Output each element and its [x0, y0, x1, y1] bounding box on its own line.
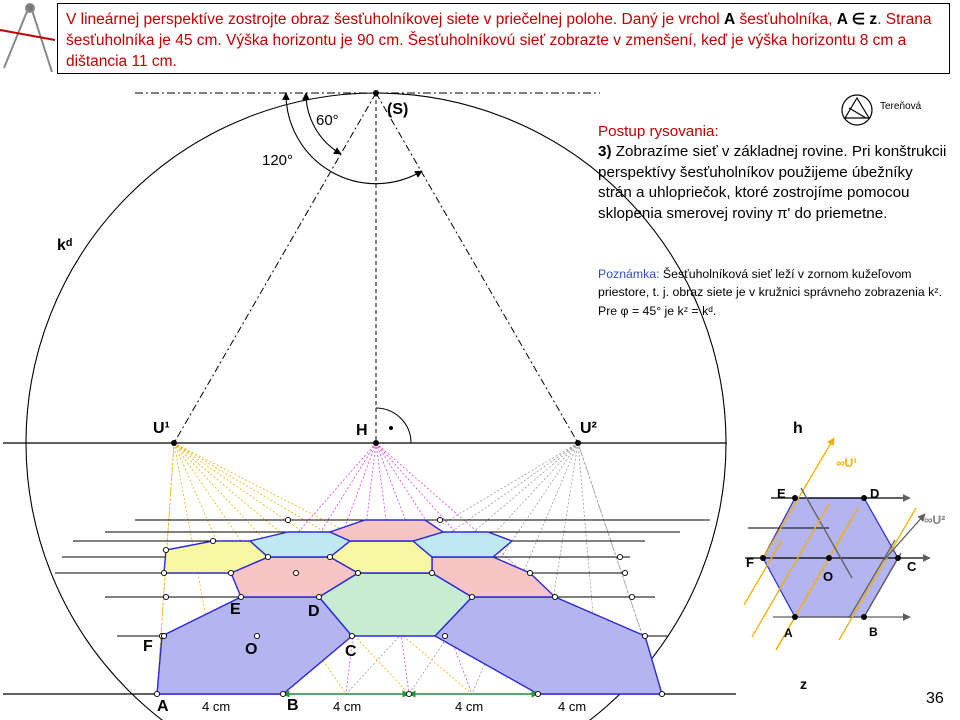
net-point-6	[254, 633, 259, 638]
author-logo	[842, 95, 872, 125]
author-name: Tereňová	[880, 101, 922, 112]
label-angle-120: 120°	[262, 152, 294, 169]
label-c: C	[345, 643, 357, 660]
note	[598, 265, 943, 320]
net-point-9	[642, 633, 647, 638]
small-label-d: D	[870, 486, 880, 501]
label-horizon: h	[793, 420, 803, 437]
net-point-27	[437, 517, 442, 522]
net-point-10	[238, 594, 243, 599]
net-point-26	[285, 517, 290, 522]
label-b: B	[287, 697, 299, 714]
hexagon-cyan-left	[250, 532, 350, 557]
net-point-22	[163, 547, 168, 552]
small-label-f: F	[746, 555, 754, 570]
label-cm-3: 4 cm	[455, 699, 484, 714]
label-inf-u1: ∞U¹	[836, 456, 858, 470]
net-point-23	[210, 538, 215, 543]
key-point-2	[373, 440, 379, 446]
net-point-21	[161, 570, 166, 575]
label-angle-60: 60°	[316, 112, 339, 129]
s-u1-line	[174, 93, 376, 443]
small-label-e: E	[777, 486, 786, 501]
label-cm-4: 4 cm	[558, 699, 587, 714]
net-point-14	[629, 594, 634, 599]
net-point-30	[617, 554, 622, 559]
label-e: E	[230, 601, 241, 618]
membership-expression: A ∈ z	[836, 11, 878, 28]
net-point-13	[552, 594, 557, 599]
label-u1: U¹	[153, 420, 170, 437]
small-net-diagram	[744, 438, 945, 650]
net-point-11	[316, 594, 321, 599]
net-point-17	[355, 570, 360, 575]
procedure-title: Postup rysovania:	[598, 123, 719, 140]
small-label-b: B	[869, 625, 878, 639]
net-point-16	[293, 570, 298, 575]
label-cm-1: 4 cm	[202, 699, 231, 714]
label-z: z	[800, 676, 807, 692]
right-angle-dot	[389, 426, 393, 430]
label-a: A	[157, 698, 169, 715]
net-point-25	[327, 554, 332, 559]
key-point-1	[171, 440, 177, 446]
key-point-0	[373, 90, 379, 96]
net-point-24	[265, 554, 270, 559]
key-point-3	[575, 440, 581, 446]
small-label-c: C	[907, 559, 917, 574]
label-inf-u2: ∞U²	[924, 513, 946, 527]
right-angle-arc	[376, 408, 411, 443]
label-kd: kᵈ	[57, 237, 73, 254]
hexagon-blue-right	[435, 597, 662, 694]
point-a-label: A	[724, 11, 736, 28]
net-point-8	[442, 633, 447, 638]
net-point-20	[622, 570, 627, 575]
net-point-15	[228, 570, 233, 575]
page-number: 36	[926, 690, 944, 707]
s-u2-line	[376, 93, 578, 443]
label-s: (S)	[387, 101, 409, 118]
net-point-2	[406, 691, 411, 696]
net-point-18	[429, 570, 434, 575]
net-point-12	[469, 594, 474, 599]
label-d: D	[308, 603, 320, 620]
net-point-7	[349, 633, 354, 638]
net-point-29	[161, 633, 166, 638]
label-o: O	[245, 641, 258, 658]
step-text: Zobrazíme sieť v základnej rovine. Pri konštrukcii perspektívy šesťuholníkov použijeme úbežníky strán a uhlopriečok, ktoré zostrojíme pomocou sklopenia smerovej roviny π' do priemetne.	[598, 143, 947, 222]
net-point-1	[280, 691, 285, 696]
net-point-3	[535, 691, 540, 696]
net-point-0	[154, 691, 159, 696]
label-u2: U²	[580, 420, 597, 437]
procedure-text	[598, 142, 948, 224]
step-number: 3)	[598, 143, 612, 160]
label-h-point: H	[356, 422, 368, 439]
net-point-28	[163, 594, 168, 599]
compass-logo	[0, 4, 55, 72]
task-statement: V lineárnej perspektíve zostrojte obraz šesťuholníkovej siete v priečelnej polohe. Daný je vrchol A šesťuholníka, A ∈ z. Strana šesťuholníka je 45 cm. Výška horizontu je 90 cm. Šesťuholníkovú sieť zobrazte v zmenšení, keď je výška horizontu 8 cm a dištancia 11 cm.	[57, 3, 950, 74]
net-point-4	[659, 691, 664, 696]
note-text: Šesťuholníková sieť leží v zornom kužeľovom priestore, t. j. obraz siete je v kružnici správneho zobrazenia kᶻ. Pre φ = 45° je kᶻ = kᵈ.	[598, 267, 943, 318]
label-f: F	[143, 638, 153, 655]
label-cm-2: 4 cm	[333, 699, 362, 714]
note-label: Poznámka:	[598, 267, 660, 281]
net-point-19	[527, 570, 532, 575]
small-label-o: O	[823, 569, 834, 584]
small-label-a: A	[784, 626, 793, 640]
